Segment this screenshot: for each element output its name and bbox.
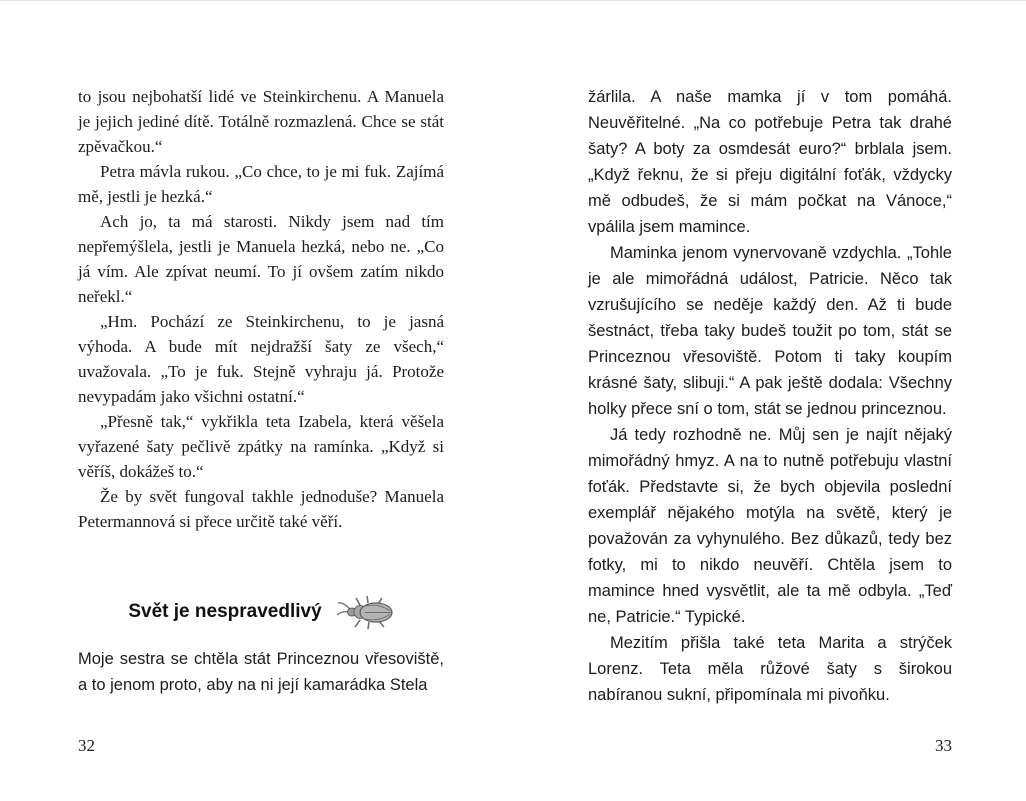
page-number-left: 32 — [78, 736, 95, 755]
paragraph: Že by svět fungoval takhle jednoduše? Manuela Petermannová si přece určitě také věří. — [78, 487, 444, 531]
paragraph: žárlila. A naše mamka jí v tom pomáhá. Neuvěřitelné. „Na co potřebuje Petra tak drahé šaty? A boty za osmdesát euro?“ brblala jsem. „Když řeknu, že si přeju digitální foťák, vždycky mě odbudeš, že si mám počkat na Vánoce,“ vpálila jsem mamince. — [588, 88, 952, 236]
page-number-right: 33 — [935, 736, 952, 755]
paragraph: „Přesně tak,“ vykřikla teta Izabela, která věšela vyřazené šaty pečlivě zpátky na ramínka. „Když si věříš, dokážeš to.“ — [78, 412, 444, 481]
paragraph: Já tedy rozhodně ne. Můj sen je najít nějaký mimořádný hmyz. A na to nutně potřebuju vlastní foťák. Představte si, že bych objevila poslední exemplář nějakého motýla na světě, který je považován za vyhynulého. Bez důkazů, tedy bez fotky, mi to nikdo neuvěří. Chtěla jsem to mamince hned vysvětlit, ale ta mě odbyla. „Teď ne, Patricie.“ Typické. — [588, 426, 952, 626]
page-right — [588, 84, 952, 708]
paragraph: Petra mávla rukou. „Co chce, to je mi fuk. Zajímá mě, jestli je hezká.“ — [78, 162, 444, 206]
paragraph: to jsou nejbohatší lidé ve Steinkirchenu. A Manuela je jejich jediné dítě. Totálně rozmazlená. Chce se stát zpěvačkou.“ — [78, 87, 444, 156]
page-left — [78, 84, 444, 698]
paragraph: Ach jo, ta má starosti. Nikdy jsem nad tím nepřemýšlela, jestli je Manuela hezká, nebo ne. „Co já vím. Ale zpívat neumí. To jí ovšem zatím nikdo neřekl.“ — [78, 212, 444, 306]
paragraph: Maminka jenom vynervovaně vzdychla. „Tohle je ale mimořádná událost, Patricie. Něco tak vzrušujícího se neděje každý den. Až ti bude šestnáct, třeba taky budeš toužit po tom, stát se Princeznou vřesoviště. Potom ti taky koupím krásné šaty, slibuji.“ A pak ještě dodala: Všechny holky přece sní o tom, stát se jednou princeznou. — [588, 244, 952, 418]
paragraph: Mezitím přišla také teta Marita a strýček Lorenz. Teta měla růžové šaty s širokou nabíranou sukní, připomínala mi pivoňku. — [588, 634, 952, 704]
paragraph: „Hm. Pochází ze Steinkirchenu, to je jasná výhoda. A bude mít nejdražší šaty ze všech,“ uvažovala. „To je fuk. Stejně vyhraju já. Protože nevypadám jako všichni ostatní.“ — [78, 312, 444, 406]
chapter-heading-row — [78, 592, 444, 632]
beetle-icon — [336, 592, 394, 632]
paragraph: Moje sestra se chtěla stát Princeznou vřesoviště, a to jenom proto, aby na ni její kamarádka Stela — [78, 650, 444, 694]
chapter-title: Svět je nespravedlivý — [128, 601, 322, 622]
